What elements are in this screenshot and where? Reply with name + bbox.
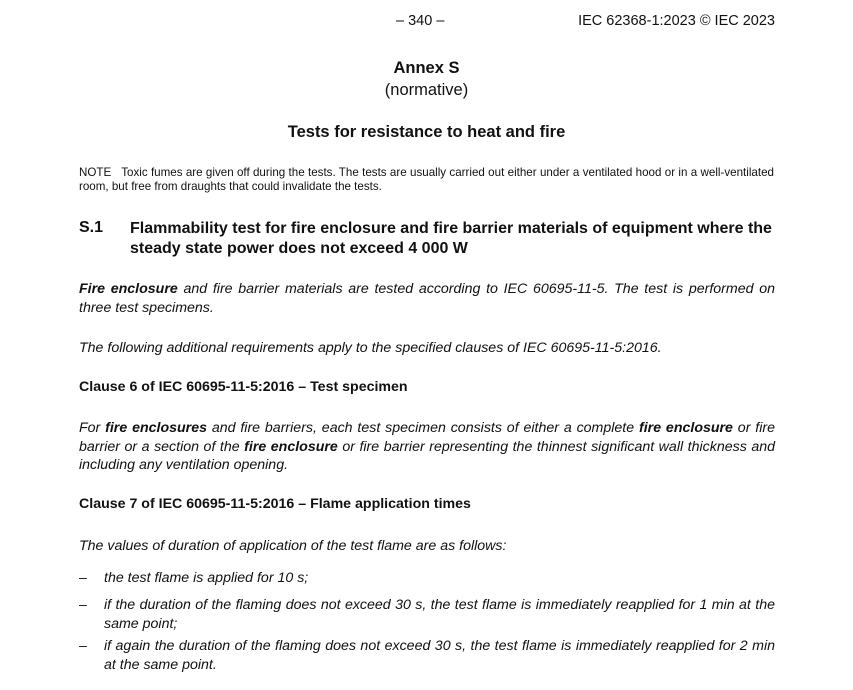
dash-bullet: – — [79, 570, 87, 586]
section-title: Flammability test for fire enclosure and fire barrier materials of equipment where the steady state power does not exceed 4 000 W — [130, 220, 772, 257]
paragraph-fire-enclosure — [79, 280, 775, 317]
list-item — [79, 637, 775, 674]
clause-7-heading: Clause 7 of IEC 60695-11-5:2016 – Flame application times — [79, 496, 471, 512]
term-fire-enclosure: fire enclosure — [244, 438, 338, 455]
paragraph-test-specimen — [79, 419, 775, 475]
list-item — [79, 569, 775, 588]
standard-reference: IEC 62368-1:2023 © IEC 2023 — [578, 13, 775, 29]
list-item-text: the test flame is applied for 10 s; — [104, 570, 309, 586]
list-item — [79, 596, 775, 633]
clause-6-heading: Clause 6 of IEC 60695-11-5:2016 – Test specimen — [79, 379, 408, 395]
paragraph-flame-times-intro: The values of duration of application of the test flame are as follows: — [79, 538, 507, 554]
page-number: – 340 – — [396, 13, 445, 29]
paragraph-additional-requirements: The following additional requirements apply to the specified clauses of IEC 60695-11-5:2016. — [79, 340, 662, 356]
paragraph-text: and fire barrier materials are tested according to IEC 60695-11-5. The test is performed on three test specimens. — [79, 281, 775, 316]
text-run: For — [79, 420, 106, 436]
term-fire-enclosure: Fire enclosure — [79, 281, 178, 297]
text-run: or fire barrier or a section of the — [79, 420, 775, 455]
term-fire-enclosures: fire enclosures — [105, 420, 207, 436]
annex-subtitle: (normative) — [384, 81, 469, 99]
list-item-text: if the duration of the flaming does not exceed 30 s, the test flame is immediately reapplied for 1 min at the same point; — [104, 597, 775, 632]
annex-title: Annex S — [393, 59, 460, 77]
section-number: S.1 — [79, 219, 104, 236]
note-text: Toxic fumes are given off during the tests. The tests are usually carried out either under a ventilated hood or in a well-ventilated room, but free from draughts that could invalidate the tests. — [79, 166, 774, 193]
text-run: and fire barriers, each test specimen consists of either a complete — [206, 420, 639, 436]
note-tag: NOTE — [79, 166, 112, 179]
list-item-text: if again the duration of the flaming does not exceed 30 s, the test flame is immediately reapplied for 2 min at the same point. — [104, 638, 775, 673]
term-fire-enclosure: fire enclosure — [639, 420, 733, 436]
dash-bullet: – — [79, 638, 87, 654]
text-run: or fire barrier representing the thinnest significant wall thickness and including any ventilation opening. — [79, 438, 775, 473]
annex-main-title: Tests for resistance to heat and fire — [287, 123, 566, 141]
dash-bullet: – — [79, 597, 87, 613]
note-paragraph — [79, 166, 774, 194]
